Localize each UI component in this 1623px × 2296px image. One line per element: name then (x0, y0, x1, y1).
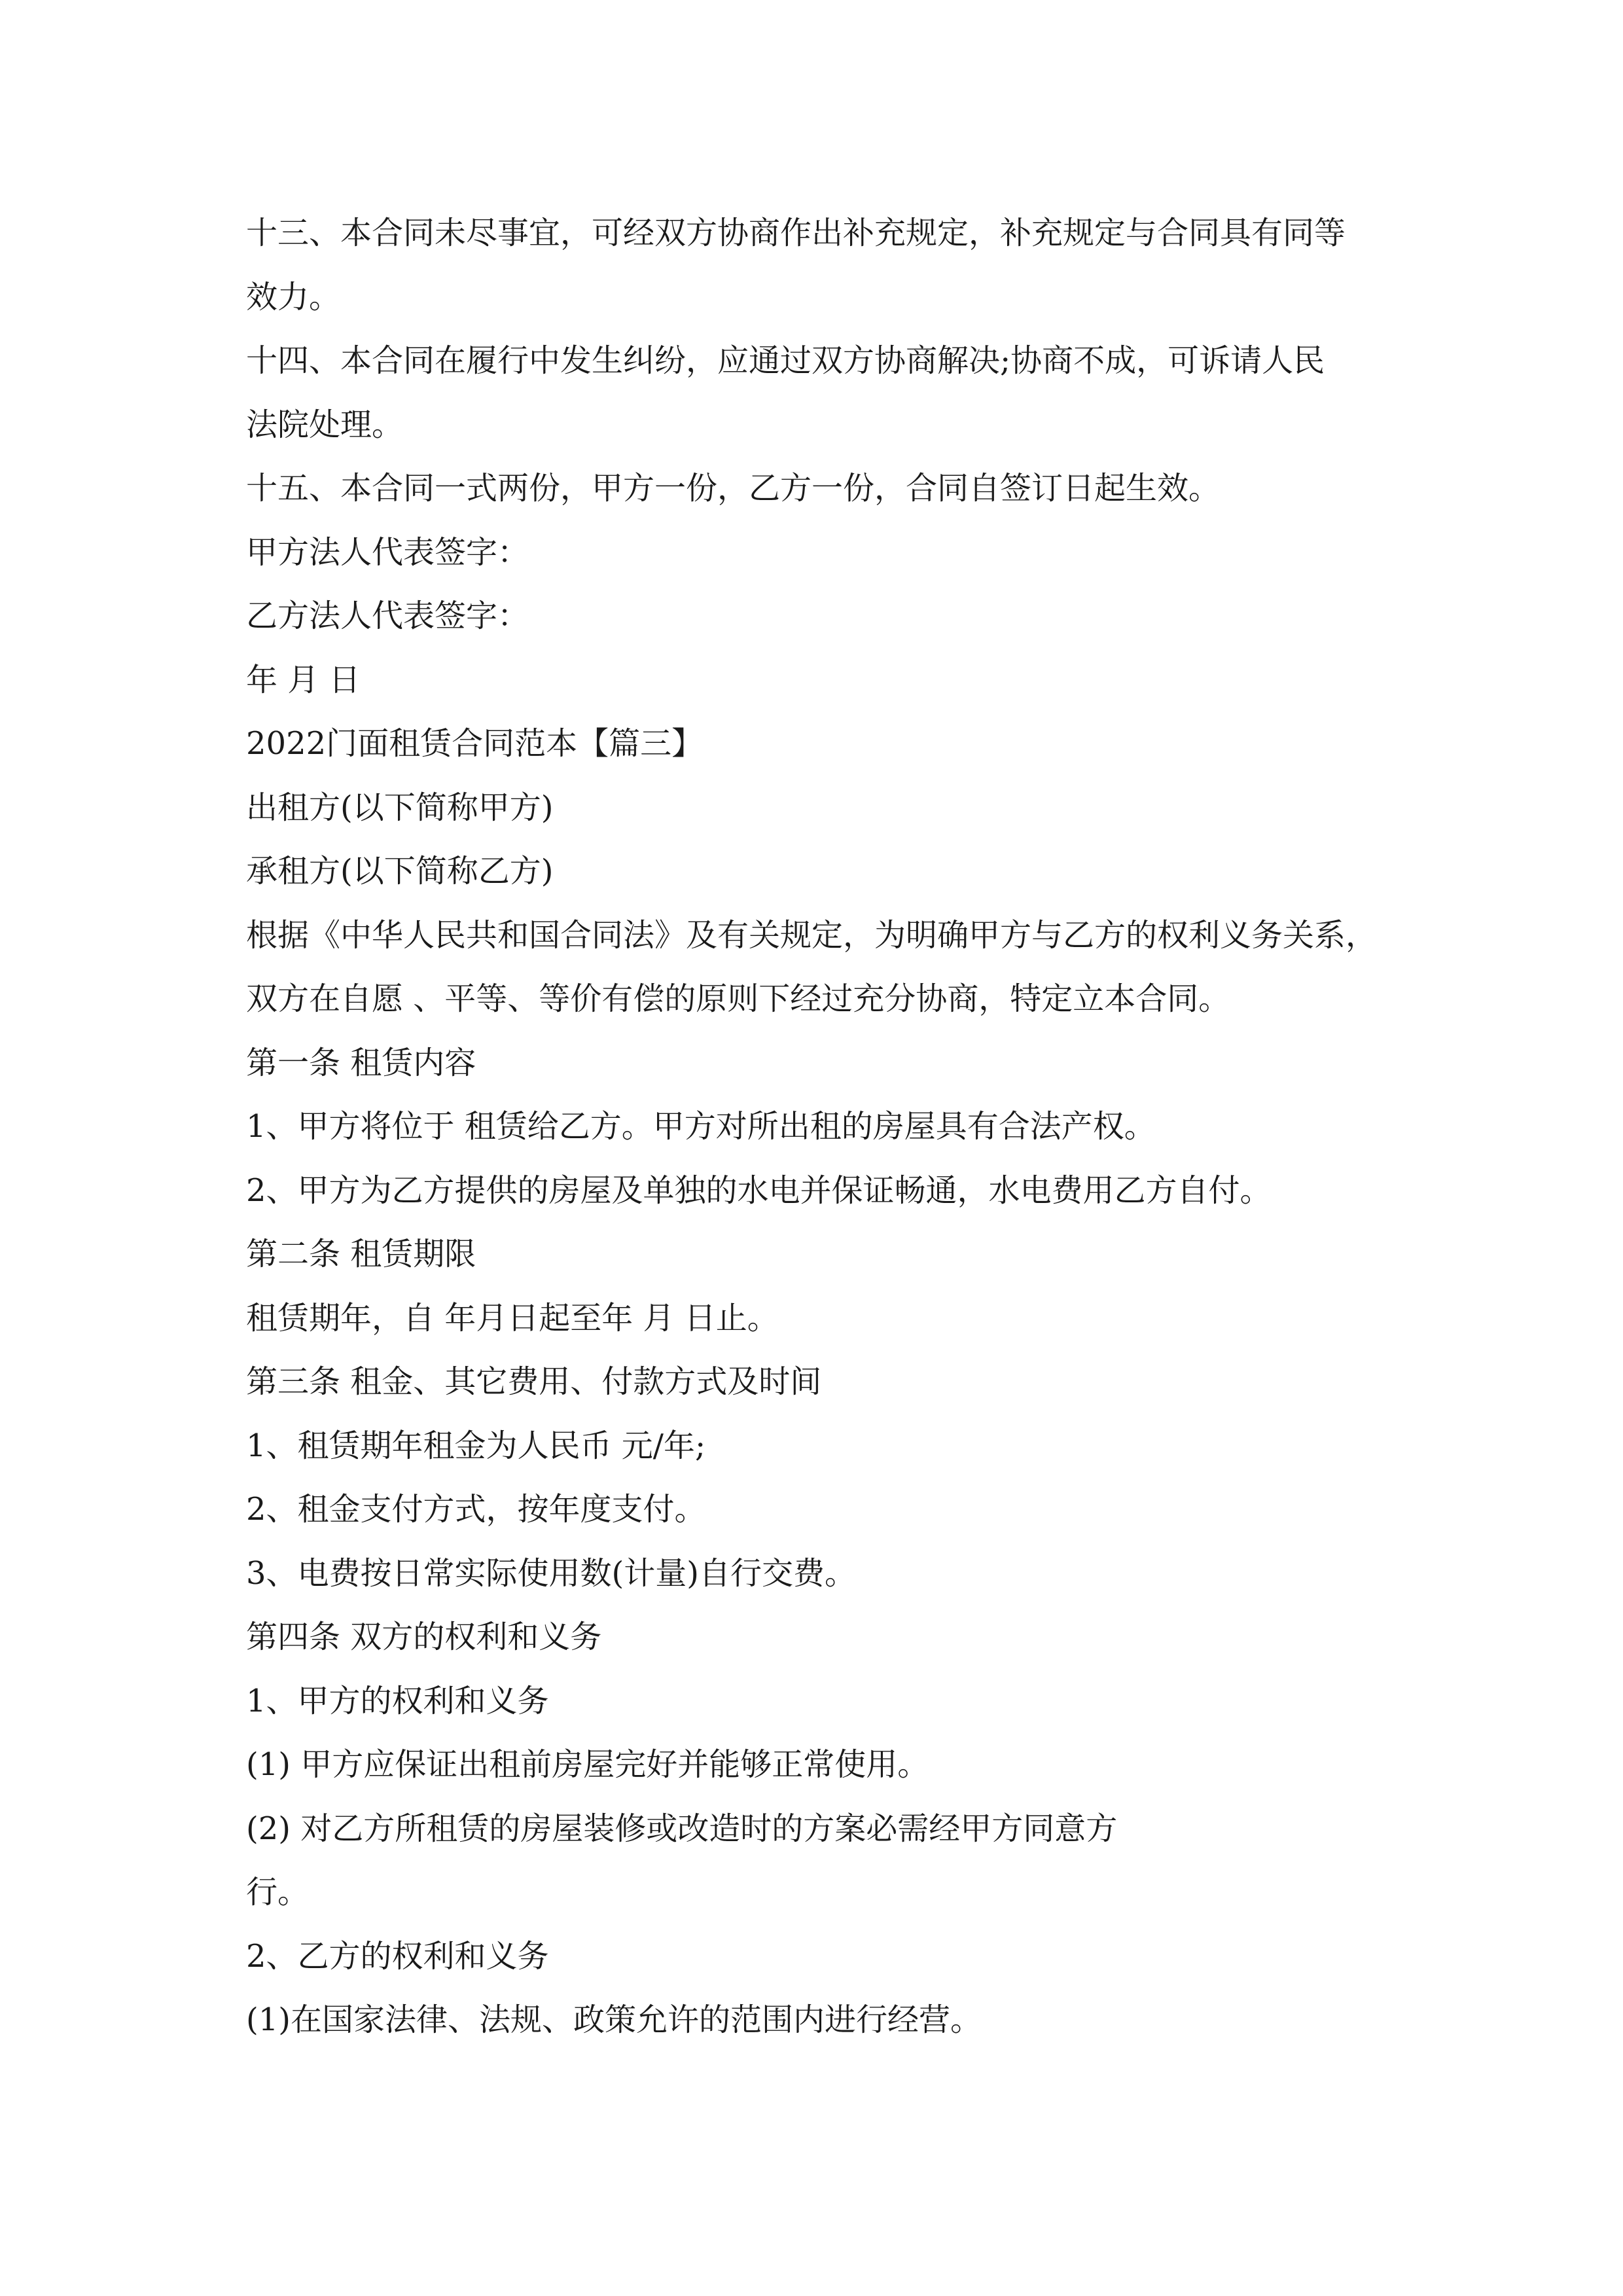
preamble-line-2: 双方在自愿 、平等、等价有偿的原则下经过充分协商，特定立本合同。 (246, 980, 1230, 1017)
party-a-signature: 甲方法人代表签字： (246, 533, 529, 571)
clause-13-line-1: 十三、本合同未尽事宜，可经双方协商作出补充规定，补充规定与合同具有同等 (246, 215, 1346, 251)
article-4-sub-1-item-2-line-1: (2) 对乙方所租赁的房屋装修或改造时的方案必需经甲方同意方 (246, 1810, 1118, 1847)
lessee-line: 承租方(以下简称乙方) (246, 853, 554, 889)
party-b-signature: 乙方法人代表签字： (246, 598, 529, 634)
article-3-item-3: 3、电费按日常实际使用数(计量)自行交费。 (246, 1554, 856, 1592)
clause-13-line-2: 效力。 (246, 278, 341, 315)
article-4-heading: 第四条 双方的权利和义务 (246, 1619, 602, 1655)
article-4-sub-2: 2、乙方的权利和义务 (246, 1937, 549, 1975)
lessor-line: 出租方(以下简称甲方) (246, 789, 554, 826)
article-4-sub-1-item-2-line-2: 行。 (246, 1874, 310, 1910)
article-1-heading: 第一条 租赁内容 (246, 1044, 476, 1081)
article-3-heading: 第三条 租金、其它费用、付款方式及时间 (246, 1363, 822, 1400)
preamble-line-1: 根据《中华人民共和国合同法》及有关规定，为明确甲方与乙方的权利义务关系， (246, 916, 1378, 954)
article-2-text: 租赁期年，自 年月日起至年 月 日止。 (246, 1299, 779, 1336)
document-body (246, 202, 1398, 2053)
article-4-sub-1-item-1: (1) 甲方应保证出租前房屋完好并能够正常使用。 (246, 1746, 929, 1783)
section-title: 2022门面租赁合同范本【篇三】 (246, 725, 704, 762)
article-1-item-2: 2、甲方为乙方提供的房屋及单独的水电并保证畅通，水电费用乙方自付。 (246, 1172, 1272, 1209)
article-3-item-2: 2、租金支付方式，按年度支付。 (246, 1491, 706, 1528)
clause-15: 十五、本合同一式两份，甲方一份，乙方一份，合同自签订日起生效。 (246, 470, 1221, 507)
clause-14-line-2: 法院处理。 (246, 406, 404, 443)
article-4-sub-1: 1、甲方的权利和义务 (246, 1682, 549, 1719)
clause-14-line-1: 十四、本合同在履行中发生纠纷，应通过双方协商解决;协商不成，可诉请人民 (246, 342, 1325, 379)
article-4-sub-2-item-1: (1)在国家法律、法规、政策允许的范围内进行经营。 (246, 2001, 982, 2038)
article-3-item-1: 1、租赁期年租金为人民币 元/年; (246, 1427, 706, 1464)
signature-date: 年 月 日 (246, 661, 361, 698)
article-1-item-1: 1、甲方将位于 租赁给乙方。甲方对所出租的房屋具有合法产权。 (246, 1108, 1156, 1145)
article-2-heading: 第二条 租赁期限 (246, 1236, 476, 1272)
